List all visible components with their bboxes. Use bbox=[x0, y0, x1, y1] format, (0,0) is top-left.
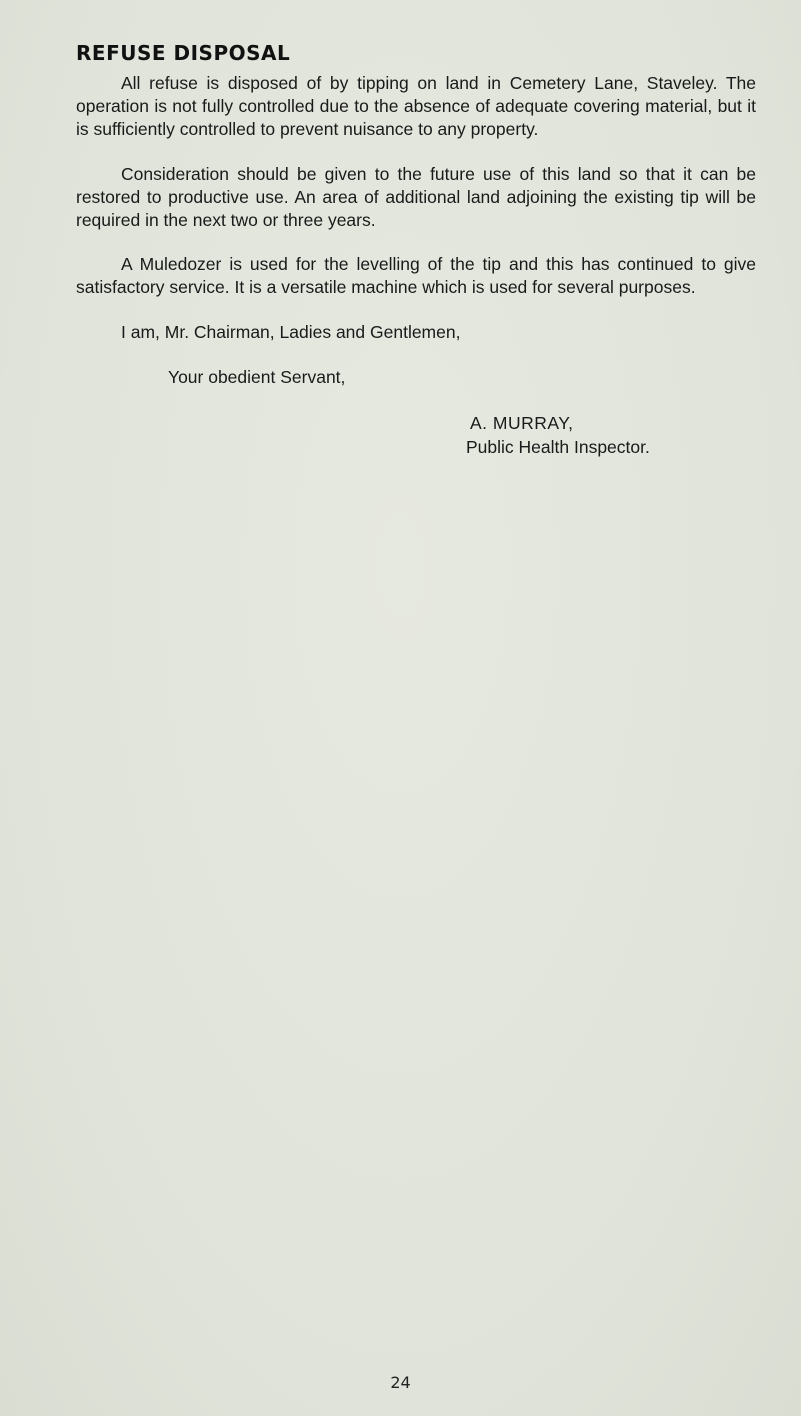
paragraph-refuse-tipping: All refuse is disposed of by tipping on land in Cemetery Lane, Staveley. The operation is not fully controlled due to the absence of adequate covering material, but it is sufficiently controlled to prevent nuisance to any property. bbox=[76, 73, 756, 140]
paragraph-muledozer: A Muledozer is used for the levelling of the tip and this has continued to give satisfactory service. It is a versatile machine which is used for several purposes. bbox=[76, 254, 756, 298]
document-body bbox=[76, 40, 756, 459]
closing-valediction: Your obedient Servant, bbox=[168, 366, 346, 387]
page-number: 24 bbox=[390, 1373, 411, 1392]
section-heading: REFUSE DISPOSAL bbox=[76, 41, 291, 65]
closing-salutation: I am, Mr. Chairman, Ladies and Gentlemen, bbox=[121, 321, 461, 342]
signature-name: A. MURRAY, bbox=[470, 412, 574, 433]
signature-title: Public Health Inspector. bbox=[466, 436, 650, 457]
paragraph-future-land-use: Consideration should be given to the future use of this land so that it can be restored to productive use. An area of additional land adjoining the existing tip will be required in the next two or three years. bbox=[76, 163, 756, 231]
signature-block bbox=[76, 411, 756, 459]
